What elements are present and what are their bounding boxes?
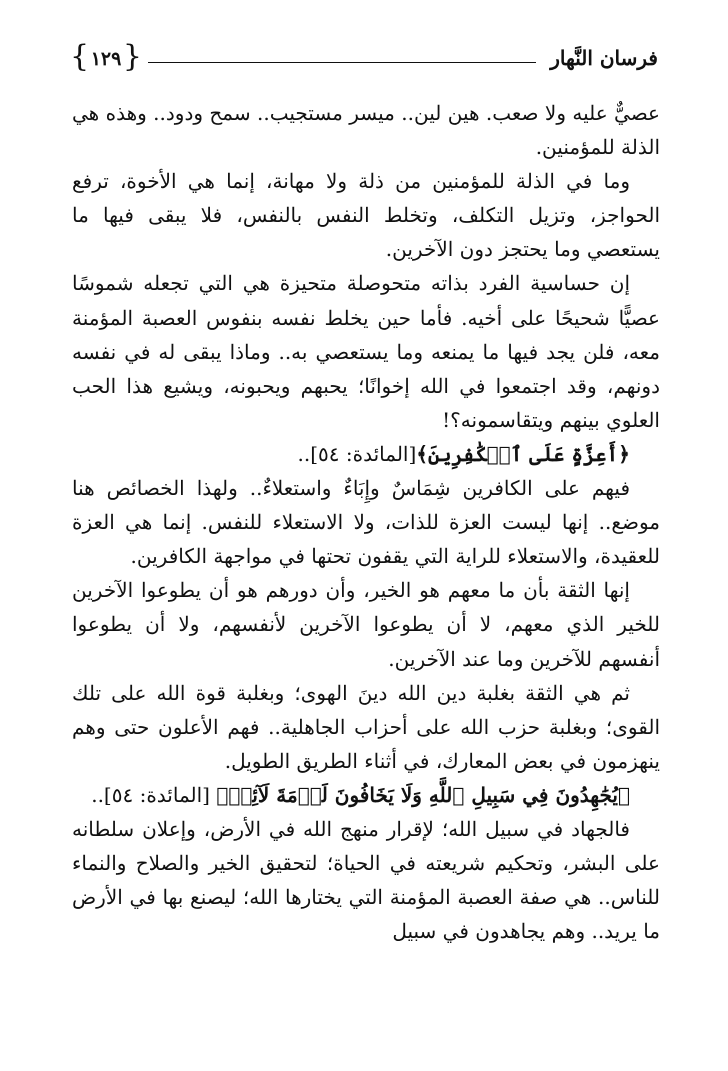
- verse-reference: [المائدة: ٥٤]..: [297, 441, 417, 466]
- paragraph: إن حساسية الفرد بذاته متحوصلة متحيزة هي التي تجعله شموسًا عصيًّا شحيحًا على أخيه. فأما حين يخلط نفسه بنفوس العصبة المؤمنة معه، فلن يجد فيها ما يمنعه وما يستعصي به.. وماذا يبقى له في نفسه دونهم، وقد اجتمعوا في الله إخوانًا؛ يحبهم ويحبونه، ويشيع هذا الحب العلوي بينهم ويتقاسمونه؟!: [72, 271, 660, 432]
- paragraph: ثم هي الثقة بغلبة دين الله دينَ الهوى؛ وبغلبة قوة الله على تلك القوى؛ وبغلبة حزب الله على أحزاب الجاهلية.. فهم الأعلون حتى وهم ينهزمون في بعض المعارك، في أثناء الطريق الطويل.: [72, 680, 660, 773]
- verse-text: ﴿أَعِزَّةٍ عَلَى ٱلۡكَٰفِرِينَ﴾: [416, 441, 630, 466]
- quran-verse: [72, 778, 660, 812]
- paragraph: فيهم على الكافرين شِمَاسٌ وإِبَاءٌ واستعلاءٌ.. ولهذا الخصائص هنا موضع.. إنها ليست العزة للذات، ولا الاستعلاء للنفس. إنما هي العزة للعقيدة، والاستعلاء للراية التي يقفون تحتها في مواجهة الكافرين.: [72, 476, 660, 569]
- quran-verse: [72, 437, 660, 471]
- paragraph: إنها الثقة بأن ما معهم هو الخير، وأن دورهم هو أن يطوعوا الآخرين للخير الذي معهم، لا أن يطوعوا الآخرين لأنفسهم، ولا أن يطوعوا أنفسهم للآخرين وما عند الآخرين.: [72, 578, 660, 671]
- page-header: [70, 40, 658, 84]
- page-number: { ١٢٩ }: [70, 42, 142, 76]
- paragraph: فالجهاد في سبيل الله؛ لإقرار منهج الله في الأرض، وإعلان سلطانه على البشر، وتحكيم شريعته في الحياة؛ لتحقيق الخير والصلاح والنماء للناس.. هي صفة العصبة المؤمنة التي يختارها الله؛ ليصنع بها في الأرض ما يريد.. وهم يجاهدون في سبيل: [72, 816, 660, 944]
- body-text: [72, 96, 660, 948]
- verse-reference: [المائدة: ٥٤]..: [91, 782, 210, 807]
- verse-text: ﴿يُجَٰهِدُونَ فِي سَبِيلِ ٱللَّهِ وَلَا يَخَافُونَ لَوۡمَةَ لَآئِمٖ﴾: [216, 782, 630, 807]
- running-title: فرسان النَّهار: [550, 46, 658, 70]
- paragraph: وما في الذلة للمؤمنين من ذلة ولا مهانة، إنما هي الأخوة، ترفع الحواجز، وتزيل التكلف، وتخلط النفس بالنفس، فلا يبقى فيها ما يستعصي وما يحتجز دون الآخرين.: [72, 169, 660, 262]
- paragraph: عصيٌّ عليه ولا صعب. هين لين.. ميسر مستجيب.. سمح ودود.. وهذه هي الذلة للمؤمنين.: [72, 101, 660, 160]
- header-rule: [148, 62, 536, 63]
